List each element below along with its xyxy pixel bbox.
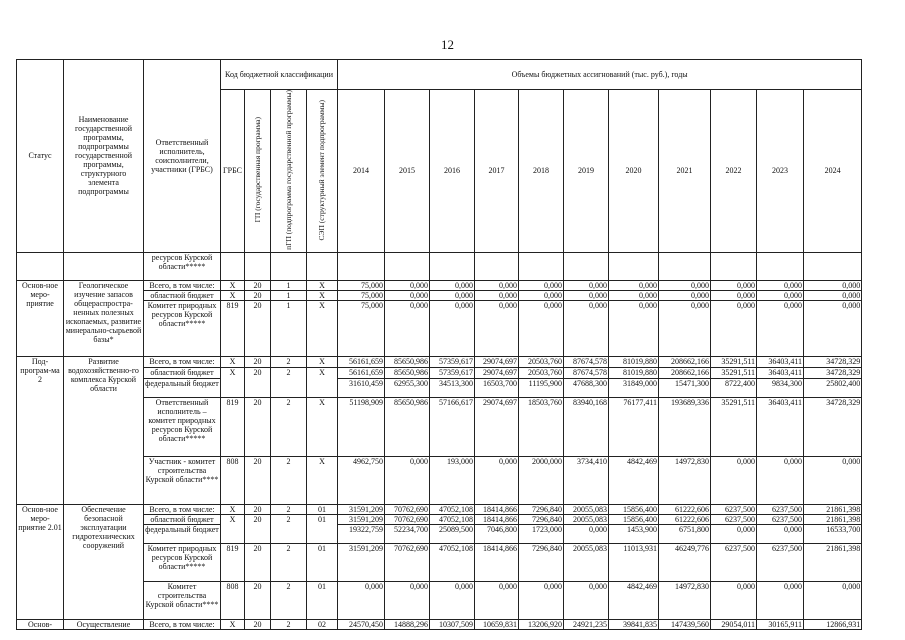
value-cell: 0,000 <box>757 524 804 543</box>
value-cell: 0,000 <box>804 456 862 504</box>
value-cell: 20503,760 <box>519 356 564 367</box>
value-cell: 25089,500 <box>430 524 475 543</box>
value-cell: 81019,880 <box>609 356 659 367</box>
value-cell: 29054,011 <box>711 619 757 629</box>
code-grbs: 808 <box>221 456 245 504</box>
code-gp: 20 <box>245 290 271 300</box>
executor-cell: Всего, в том числе: <box>144 504 221 514</box>
value-cell: 61222,606 <box>659 504 711 514</box>
executor-cell: областной бюджет <box>144 367 221 378</box>
executor-cell: Ответственный исполнитель – комитет природных ресурсов Курской области***** <box>144 397 221 456</box>
empty-cell <box>307 252 338 280</box>
value-cell: 83940,168 <box>564 397 609 456</box>
code-pgp: 2 <box>271 456 307 504</box>
code-pgp: 1 <box>271 290 307 300</box>
value-cell: 10659,831 <box>475 619 519 629</box>
empty-cell <box>609 252 659 280</box>
value-cell: 61222,606 <box>659 514 711 524</box>
value-cell: 0,000 <box>804 581 862 619</box>
value-cell: 9834,300 <box>757 378 804 397</box>
value-cell: 208662,166 <box>659 367 711 378</box>
code-grbs: Х <box>221 280 245 290</box>
executor-cell: федеральный бюджет <box>144 378 221 397</box>
value-cell: 13206,920 <box>519 619 564 629</box>
value-cell: 0,000 <box>338 581 385 619</box>
value-cell: 4842,469 <box>609 581 659 619</box>
value-cell: 87674,578 <box>564 367 609 378</box>
value-cell: 193,000 <box>430 456 475 504</box>
value-cell: 11013,931 <box>609 543 659 581</box>
code-grbs: Х <box>221 356 245 367</box>
table-row <box>17 356 862 367</box>
value-cell: 0,000 <box>519 280 564 290</box>
executor-cell: Комитет строительства Курской области**** <box>144 581 221 619</box>
value-cell: 75,000 <box>338 290 385 300</box>
value-cell: 1453,900 <box>609 524 659 543</box>
value-cell: 0,000 <box>430 581 475 619</box>
value-cell: 35291,511 <box>711 397 757 456</box>
value-cell: 25802,400 <box>804 378 862 397</box>
status-cell: Основ-ное меро-приятие 2.01 <box>17 504 64 619</box>
value-cell: 0,000 <box>609 300 659 356</box>
value-cell: 4962,750 <box>338 456 385 504</box>
table-row <box>17 300 862 356</box>
value-cell: 34728,329 <box>804 356 862 367</box>
value-cell: 36403,411 <box>757 356 804 367</box>
header-kbk: Код бюджетной классификации <box>221 60 338 90</box>
table-row <box>17 378 862 397</box>
value-cell: 31591,209 <box>338 543 385 581</box>
header-gp <box>245 90 271 253</box>
header-grbs: ГРБС <box>221 90 245 253</box>
header-volumes: Объемы бюджетных ассигнований (тыс. руб.), годы <box>338 60 862 90</box>
value-cell: 0,000 <box>385 290 430 300</box>
value-cell: 12866,931 <box>804 619 862 629</box>
value-cell: 0,000 <box>519 581 564 619</box>
empty-cell <box>804 252 862 280</box>
executor-cell: Участник - комитет строительства Курской области**** <box>144 456 221 504</box>
value-cell: 6751,800 <box>659 524 711 543</box>
table-row <box>17 397 862 456</box>
name-cell: Осуществление <box>64 619 144 629</box>
page-number: 12 <box>441 37 454 52</box>
value-cell: 0,000 <box>804 290 862 300</box>
value-cell: 70762,690 <box>385 543 430 581</box>
name-cell: Обеспечение безопасной эксплуатации гидротехнических сооружений <box>64 504 144 619</box>
value-cell: 70762,690 <box>385 514 430 524</box>
executor-cell: Всего, в том числе: <box>144 280 221 290</box>
empty-cell <box>564 252 609 280</box>
value-cell: 29074,697 <box>475 356 519 367</box>
value-cell: 85650,986 <box>385 367 430 378</box>
value-cell: 34728,329 <box>804 367 862 378</box>
value-cell: 7046,800 <box>475 524 519 543</box>
empty-cell <box>245 252 271 280</box>
code-pgp: 2 <box>271 356 307 367</box>
value-cell: 193689,336 <box>659 397 711 456</box>
empty-cell <box>385 252 430 280</box>
value-cell: 29074,697 <box>475 397 519 456</box>
executor-cell: ресурсов Курской области***** <box>144 252 221 280</box>
value-cell: 34513,300 <box>430 378 475 397</box>
value-cell: 39841,835 <box>609 619 659 629</box>
header-year: 2023 <box>757 90 804 253</box>
code-pgp: 2 <box>271 367 307 397</box>
value-cell: 56161,659 <box>338 367 385 378</box>
header-year: 2019 <box>564 90 609 253</box>
value-cell: 2000,000 <box>519 456 564 504</box>
value-cell: 75,000 <box>338 280 385 290</box>
value-cell: 0,000 <box>659 290 711 300</box>
code-gp: 20 <box>245 514 271 543</box>
status-cell <box>17 252 64 280</box>
value-cell: 24921,235 <box>564 619 609 629</box>
value-cell: 36403,411 <box>757 397 804 456</box>
value-cell: 208662,166 <box>659 356 711 367</box>
value-cell: 0,000 <box>757 581 804 619</box>
value-cell: 6237,500 <box>757 504 804 514</box>
value-cell: 0,000 <box>519 300 564 356</box>
value-cell: 20055,083 <box>564 504 609 514</box>
executor-cell: Комитет природных ресурсов Курской области***** <box>144 300 221 356</box>
executor-cell: областной бюджет <box>144 514 221 524</box>
code-sep: Х <box>307 290 338 300</box>
budget-table <box>16 59 862 630</box>
empty-cell <box>519 252 564 280</box>
value-cell: 0,000 <box>430 290 475 300</box>
value-cell: 6237,500 <box>711 504 757 514</box>
value-cell: 0,000 <box>711 581 757 619</box>
table-row <box>17 290 862 300</box>
header-pgp-text: пГП (подпрограмма государственной программы) <box>283 90 293 250</box>
status-cell: Основ-ное меро-приятие <box>17 280 64 356</box>
value-cell: 20055,083 <box>564 543 609 581</box>
value-cell: 21861,398 <box>804 514 862 524</box>
code-pgp: 2 <box>271 397 307 456</box>
code-grbs: Х <box>221 367 245 397</box>
header-year: 2024 <box>804 90 862 253</box>
code-sep: Х <box>307 356 338 367</box>
empty-cell <box>757 252 804 280</box>
table-row <box>17 367 862 378</box>
code-gp: 20 <box>245 504 271 514</box>
value-cell: 15471,300 <box>659 378 711 397</box>
value-cell: 57359,617 <box>430 356 475 367</box>
value-cell: 20503,760 <box>519 367 564 378</box>
value-cell: 0,000 <box>430 280 475 290</box>
value-cell: 75,000 <box>338 300 385 356</box>
value-cell: 57359,617 <box>430 367 475 378</box>
value-cell: 57166,617 <box>430 397 475 456</box>
header-year: 2016 <box>430 90 475 253</box>
value-cell: 31591,209 <box>338 514 385 524</box>
value-cell: 14972,830 <box>659 456 711 504</box>
value-cell: 0,000 <box>804 280 862 290</box>
name-cell: Развитие водохозяйственно-го комплекса Курской области <box>64 356 144 504</box>
value-cell: 20055,083 <box>564 514 609 524</box>
value-cell: 6237,500 <box>757 543 804 581</box>
value-cell: 18414,866 <box>475 514 519 524</box>
code-sep: 02 <box>307 619 338 629</box>
value-cell: 35291,511 <box>711 367 757 378</box>
code-pgp: 2 <box>271 504 307 514</box>
value-cell: 47052,108 <box>430 543 475 581</box>
value-cell: 87674,578 <box>564 356 609 367</box>
code-gp: 20 <box>245 456 271 504</box>
value-cell: 0,000 <box>609 290 659 300</box>
code-grbs: 819 <box>221 543 245 581</box>
value-cell: 4842,469 <box>609 456 659 504</box>
code-sep: 01 <box>307 514 338 543</box>
value-cell: 19322,759 <box>338 524 385 543</box>
empty-cell <box>338 252 385 280</box>
status-cell: Основ- <box>17 619 64 629</box>
header-gp-text: ГП (государственная программа) <box>252 117 262 223</box>
code-gp: 20 <box>245 367 271 397</box>
value-cell: 30165,911 <box>757 619 804 629</box>
header-year: 2018 <box>519 90 564 253</box>
executor-cell: Всего, в том числе: <box>144 619 221 629</box>
executor-cell: федеральный бюджет <box>144 524 221 543</box>
value-cell: 47688,300 <box>564 378 609 397</box>
value-cell: 0,000 <box>711 290 757 300</box>
value-cell: 7296,840 <box>519 514 564 524</box>
code-pgp: 2 <box>271 514 307 543</box>
value-cell: 0,000 <box>609 280 659 290</box>
header-year: 2017 <box>475 90 519 253</box>
code-sep: 01 <box>307 543 338 581</box>
value-cell: 29074,697 <box>475 367 519 378</box>
value-cell: 0,000 <box>564 290 609 300</box>
value-cell: 18503,760 <box>519 397 564 456</box>
name-cell: Геологическое изучение запасов общераспростра-ненных полезных ископаемых, развитие минерально-сырьевой базы* <box>64 280 144 356</box>
code-gp: 20 <box>245 619 271 629</box>
code-gp: 20 <box>245 300 271 356</box>
value-cell: 0,000 <box>711 280 757 290</box>
table-row <box>17 524 862 543</box>
header-status: Статус <box>17 60 64 253</box>
code-grbs: 808 <box>221 581 245 619</box>
header-sep-text: СЭП (структурный элемент подпрограммы) <box>317 99 327 241</box>
value-cell: 0,000 <box>475 300 519 356</box>
value-cell: 7296,840 <box>519 543 564 581</box>
code-sep: Х <box>307 280 338 290</box>
code-sep: Х <box>307 367 338 397</box>
value-cell: 24570,450 <box>338 619 385 629</box>
code-pgp: 2 <box>271 619 307 629</box>
empty-cell <box>430 252 475 280</box>
value-cell: 8722,400 <box>711 378 757 397</box>
code-gp: 20 <box>245 581 271 619</box>
value-cell: 0,000 <box>475 581 519 619</box>
code-gp: 20 <box>245 543 271 581</box>
value-cell: 3734,410 <box>564 456 609 504</box>
value-cell: 0,000 <box>564 581 609 619</box>
header-year: 2020 <box>609 90 659 253</box>
value-cell: 21861,398 <box>804 504 862 514</box>
value-cell: 16533,700 <box>804 524 862 543</box>
value-cell: 62955,300 <box>385 378 430 397</box>
value-cell: 31849,000 <box>609 378 659 397</box>
table-row <box>17 543 862 581</box>
value-cell: 10307,509 <box>430 619 475 629</box>
code-gp: 20 <box>245 356 271 367</box>
value-cell: 0,000 <box>385 456 430 504</box>
value-cell: 36403,411 <box>757 367 804 378</box>
value-cell: 35291,511 <box>711 356 757 367</box>
value-cell: 18414,866 <box>475 504 519 514</box>
value-cell: 14972,830 <box>659 581 711 619</box>
executor-cell: Всего, в том числе: <box>144 356 221 367</box>
value-cell: 51198,909 <box>338 397 385 456</box>
code-grbs: Х <box>221 290 245 300</box>
value-cell: 0,000 <box>711 456 757 504</box>
empty-cell <box>711 252 757 280</box>
header-year: 2022 <box>711 90 757 253</box>
value-cell: 46249,776 <box>659 543 711 581</box>
value-cell: 0,000 <box>757 300 804 356</box>
header-name: Наименование государственной программы, подпрограммы государственной программы, структурного элемента подпрограммы <box>64 60 144 253</box>
value-cell: 0,000 <box>385 581 430 619</box>
header-pgp <box>271 90 307 253</box>
value-cell: 0,000 <box>804 300 862 356</box>
value-cell: 0,000 <box>385 280 430 290</box>
table-row <box>17 514 862 524</box>
value-cell: 6237,500 <box>711 543 757 581</box>
value-cell: 81019,880 <box>609 367 659 378</box>
header-executor: Ответственный исполнитель, соисполнители, участники (ГРБС) <box>144 60 221 253</box>
code-grbs: 819 <box>221 397 245 456</box>
executor-cell: Комитет природных ресурсов Курской области***** <box>144 543 221 581</box>
value-cell: 6237,500 <box>711 514 757 524</box>
value-cell: 15856,400 <box>609 514 659 524</box>
value-cell: 52234,700 <box>385 524 430 543</box>
header-sep <box>307 90 338 253</box>
table-row <box>17 456 862 504</box>
value-cell: 18414,866 <box>475 543 519 581</box>
value-cell: 70762,690 <box>385 504 430 514</box>
table-row <box>17 504 862 514</box>
table-row <box>17 280 862 290</box>
value-cell: 0,000 <box>519 290 564 300</box>
code-grbs: Х <box>221 514 245 543</box>
empty-cell <box>475 252 519 280</box>
value-cell: 16503,700 <box>475 378 519 397</box>
value-cell: 0,000 <box>564 280 609 290</box>
value-cell: 21861,398 <box>804 543 862 581</box>
value-cell: 56161,659 <box>338 356 385 367</box>
value-cell: 47052,108 <box>430 504 475 514</box>
value-cell: 0,000 <box>757 456 804 504</box>
value-cell: 0,000 <box>757 290 804 300</box>
code-pgp: 2 <box>271 543 307 581</box>
code-sep: 01 <box>307 504 338 514</box>
code-grbs: Х <box>221 504 245 514</box>
value-cell: 31610,459 <box>338 378 385 397</box>
executor-cell: областной бюджет <box>144 290 221 300</box>
code-sep: Х <box>307 300 338 356</box>
value-cell: 0,000 <box>659 280 711 290</box>
table-row <box>17 581 862 619</box>
code-pgp: 1 <box>271 280 307 290</box>
header-year: 2014 <box>338 90 385 253</box>
value-cell: 76177,411 <box>609 397 659 456</box>
value-cell: 11195,900 <box>519 378 564 397</box>
code-sep: Х <box>307 456 338 504</box>
value-cell: 14888,296 <box>385 619 430 629</box>
code-gp: 20 <box>245 397 271 456</box>
code-grbs: Х <box>221 619 245 629</box>
value-cell: 0,000 <box>475 456 519 504</box>
header-row <box>17 60 862 90</box>
value-cell: 1723,000 <box>519 524 564 543</box>
continuation-row <box>17 252 862 280</box>
value-cell: 7296,840 <box>519 504 564 514</box>
value-cell: 0,000 <box>475 280 519 290</box>
code-grbs: 819 <box>221 300 245 356</box>
code-sep: 01 <box>307 581 338 619</box>
value-cell: 0,000 <box>711 300 757 356</box>
code-gp: 20 <box>245 280 271 290</box>
empty-cell <box>221 252 245 280</box>
value-cell: 0,000 <box>711 524 757 543</box>
header-year: 2015 <box>385 90 430 253</box>
value-cell: 147439,560 <box>659 619 711 629</box>
table-row <box>17 619 862 629</box>
value-cell: 0,000 <box>659 300 711 356</box>
value-cell: 0,000 <box>564 524 609 543</box>
status-cell: Под-програм-ма 2 <box>17 356 64 504</box>
empty-cell <box>659 252 711 280</box>
value-cell: 6237,500 <box>757 514 804 524</box>
code-sep: Х <box>307 397 338 456</box>
value-cell: 85650,986 <box>385 397 430 456</box>
value-cell: 0,000 <box>757 280 804 290</box>
code-pgp: 1 <box>271 300 307 356</box>
value-cell: 31591,209 <box>338 504 385 514</box>
name-cell <box>64 252 144 280</box>
value-cell: 0,000 <box>430 300 475 356</box>
value-cell: 0,000 <box>385 300 430 356</box>
value-cell: 47052,108 <box>430 514 475 524</box>
value-cell: 34728,329 <box>804 397 862 456</box>
empty-cell <box>271 252 307 280</box>
header-year: 2021 <box>659 90 711 253</box>
value-cell: 15856,400 <box>609 504 659 514</box>
value-cell: 0,000 <box>475 290 519 300</box>
code-pgp: 2 <box>271 581 307 619</box>
value-cell: 85650,986 <box>385 356 430 367</box>
value-cell: 0,000 <box>564 300 609 356</box>
